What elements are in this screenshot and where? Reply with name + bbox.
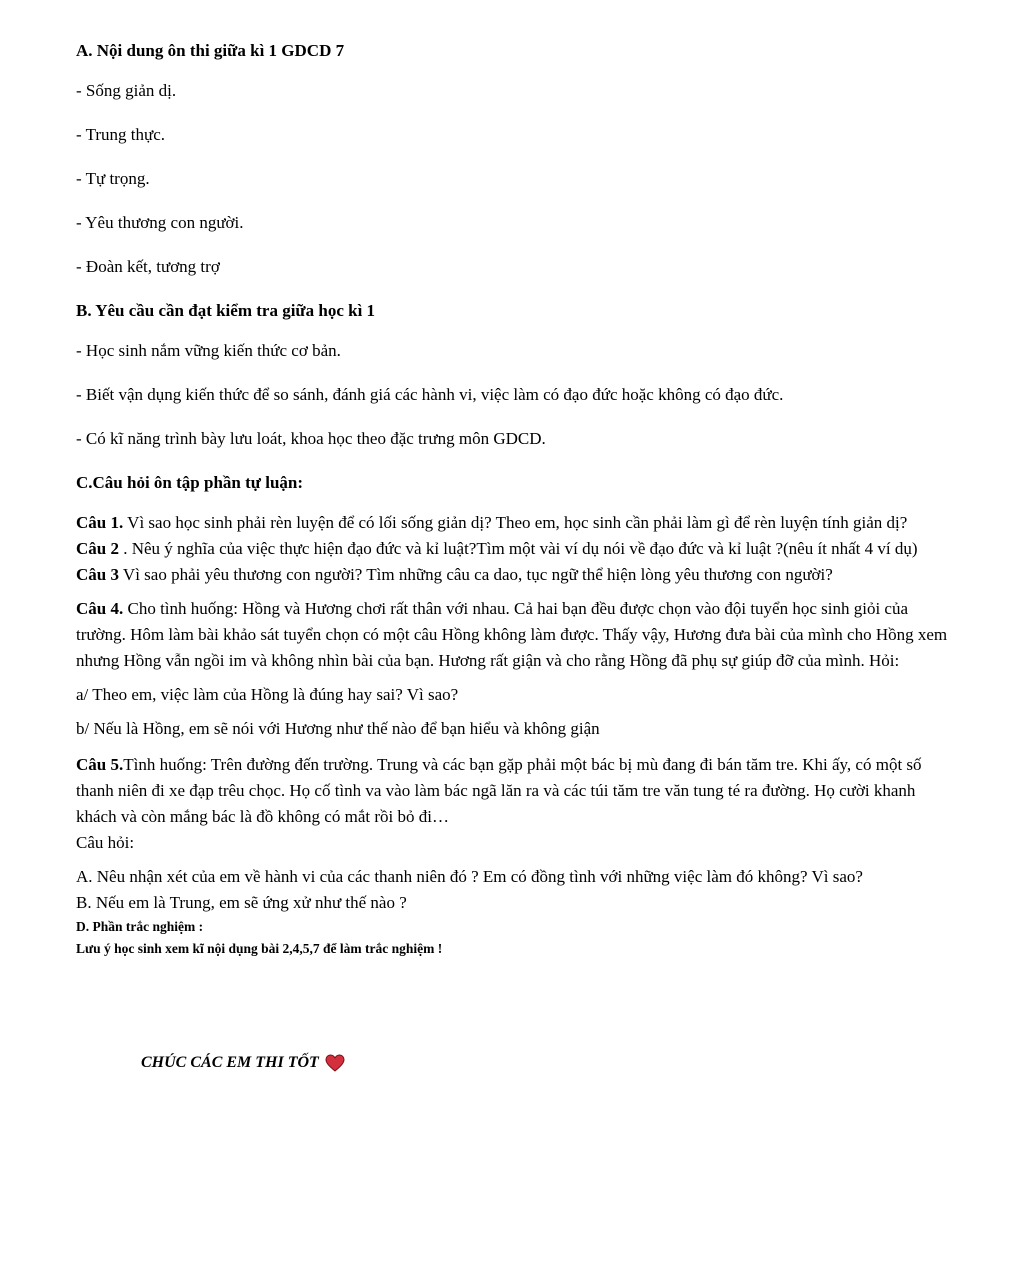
section-a-item: - Đoàn kết, tương trợ [76,257,220,276]
section-b-item: - Biết vận dụng kiến thức để so sánh, đánh giá các hành vi, việc làm có đạo đức hoặc không có đạo đức. [76,385,784,404]
question-5 [76,752,950,830]
section-b-title: B. Yêu cầu cần đạt kiểm tra giữa học kì 1 [76,301,376,320]
section-a-item: - Sống giản dị. [76,81,177,100]
question-2-label: Câu 2 [76,539,119,558]
question-4 [76,596,950,674]
question-3-label: Câu 3 [76,565,119,584]
question-4-text: Cho tình huống: Hồng và Hương chơi rất thân với nhau. Cả hai bạn đều được chọn vào đội tuyển học sinh giỏi của trường. Hôm làm bài khảo sát tuyển chọn có một câu Hồng không làm được. Thấy vậy, Hương đưa bài của mình cho Hồng xem nhưng Hồng vẫn ngồi im và không nhìn bài của bạn. Hương rất giận và cho rằng Hồng đã phụ sự giúp đỡ của mình. Hỏi: [76,599,948,670]
question-3-text: Vì sao phải yêu thương con người? Tìm những câu ca dao, tục ngữ thể hiện lòng yêu thương con người? [118,565,833,584]
question-5-part-a: A. Nêu nhận xét của em về hành vi của các thanh niên đó ? Em có đồng tình với những việc làm đó không? Vì sao? [76,867,863,886]
section-a-item: - Trung thực. [76,125,166,144]
section-d-note: Lưu ý học sinh xem kĩ nội dụng bài 2,4,5,7 để làm trắc nghiệm ! [76,941,443,956]
question-5-part-b: B. Nếu em là Trung, em sẽ ứng xử như thế nào ? [76,893,407,912]
section-d-title: D. Phần trắc nghiệm : [76,919,204,934]
closing-wish-text: CHÚC CÁC EM THI TỐT [141,1054,319,1071]
question-5-label: Câu 5. [76,755,124,774]
question-4-part-a: a/ Theo em, việc làm của Hồng là đúng hay sai? Vì sao? [76,685,459,704]
section-a-item: - Tự trọng. [76,169,150,188]
section-a-item: - Yêu thương con người. [76,213,244,232]
question-5-subheading: Câu hỏi: [76,833,135,852]
section-a-title: A. Nội dung ôn thi giữa kì 1 GDCD 7 [76,41,345,60]
section-b-item: - Học sinh nắm vững kiến thức cơ bản. [76,341,341,360]
section-c-title: C.Câu hỏi ôn tập phần tự luận: [76,473,304,492]
question-4-part-b: b/ Nếu là Hồng, em sẽ nói với Hương như thế nào để bạn hiểu và không giận [76,719,600,738]
question-5-text: Tình huống: Trên đường đến trường. Trung và các bạn gặp phải một bác bị mù đang đi bán tăm tre. Khi ấy, có một số thanh niên đi xe đạp trêu chọc. Họ cố tình va vào làm bác ngã lăn ra và các túi tăm tre văn tung té ra đường. Họ cười khanh khách và còn mắng bác là đồ không có mắt rồi bỏ đi… [76,755,922,826]
question-2 [76,536,950,562]
document-body [76,38,950,960]
closing-wish [141,1050,345,1076]
question-1-text: Vì sao học sinh phải rèn luyện để có lối sống giản dị? Theo em, học sinh cần phải làm gì để rèn luyện tính giản dị? [123,513,908,532]
question-3 [76,562,950,588]
section-b-item: - Có kĩ năng trình bày lưu loát, khoa học theo đặc trưng môn GDCD. [76,429,546,448]
question-1 [76,510,950,536]
heart-icon [325,1054,345,1072]
question-2-text: . Nêu ý nghĩa của việc thực hiện đạo đức và kỉ luật?Tìm một vài ví dụ nói về đạo đức và kỉ luật ?(nêu ít nhất 4 ví dụ) [118,539,918,558]
question-4-label: Câu 4. [76,599,124,618]
question-1-label: Câu 1. [76,513,124,532]
